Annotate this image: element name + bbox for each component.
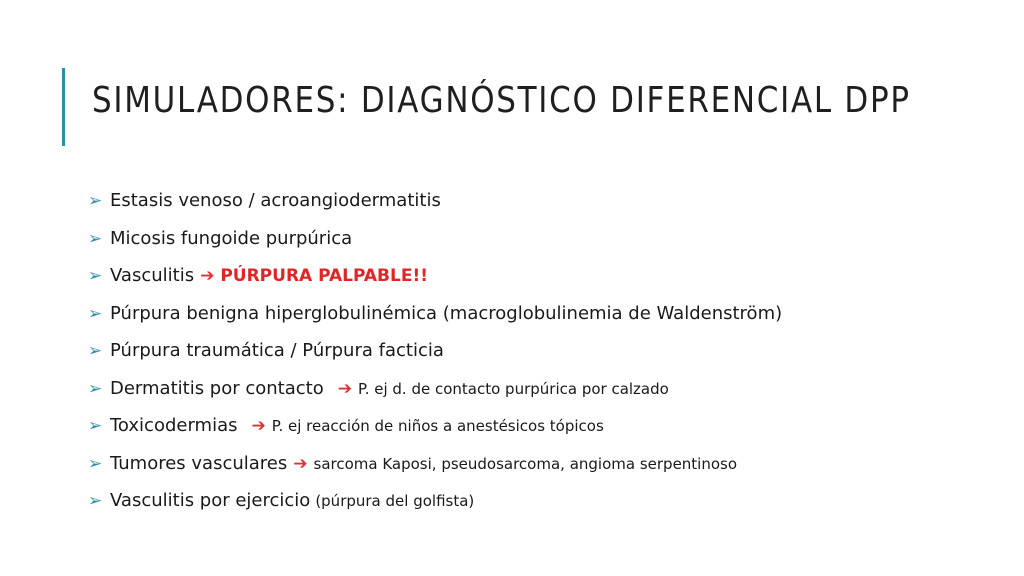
item-text: Vasculitis por ejercicio [110,490,311,511]
item-text: Toxicodermias [110,415,238,436]
item-detail: P. ej d. de contacto purpúrica por calzado [357,379,669,398]
item-text: Estasis venoso / acroangiodermatitis [110,190,441,211]
right-arrow-icon: ➔ [251,416,266,436]
list-item [88,265,782,303]
right-arrow-icon: ➔ [293,453,308,474]
list-item [88,228,782,266]
slide-title: SIMULADORES: DIAGNÓSTICO DIFERENCIAL DPP [92,80,911,121]
list-item [88,453,782,491]
item-text: Púrpura benigna hiperglobulinémica (macroglobulinemia de Waldenström) [110,302,783,324]
list-item [88,303,782,341]
item-detail: sarcoma Kaposi, pseudosarcoma, angioma serpentinoso [313,454,738,473]
bullet-arrow-icon: ➢ [88,341,103,361]
list-item [88,415,782,453]
bullet-arrow-icon: ➢ [88,228,103,249]
list-item [88,378,782,416]
list-item [88,340,782,378]
item-text: Dermatitis por contacto [110,377,324,399]
right-arrow-icon: ➔ [337,378,352,399]
item-detail: P. ej reacción de niños a anestésicos tópicos [271,417,604,435]
bullet-arrow-icon: ➢ [88,491,103,511]
bullet-arrow-icon: ➢ [88,378,103,399]
bullet-list [88,190,782,528]
list-item [88,490,782,528]
title-accent-bar [62,68,65,146]
item-text: Micosis fungoide purpúrica [110,227,353,249]
bullet-arrow-icon: ➢ [88,303,103,324]
right-arrow-icon: ➔ [200,266,215,286]
bullet-arrow-icon: ➢ [88,266,103,286]
bullet-arrow-icon: ➢ [88,416,103,436]
list-item [88,190,782,228]
bullet-arrow-icon: ➢ [88,453,103,474]
emphasis-text: PÚRPURA PALPABLE!! [220,266,428,286]
item-text: Vasculitis [110,265,195,286]
item-text: Púrpura traumática / Púrpura facticia [110,340,444,361]
item-detail: (púrpura del golfista) [315,492,475,510]
bullet-arrow-icon: ➢ [88,191,103,211]
item-text: Tumores vasculares [110,452,288,474]
